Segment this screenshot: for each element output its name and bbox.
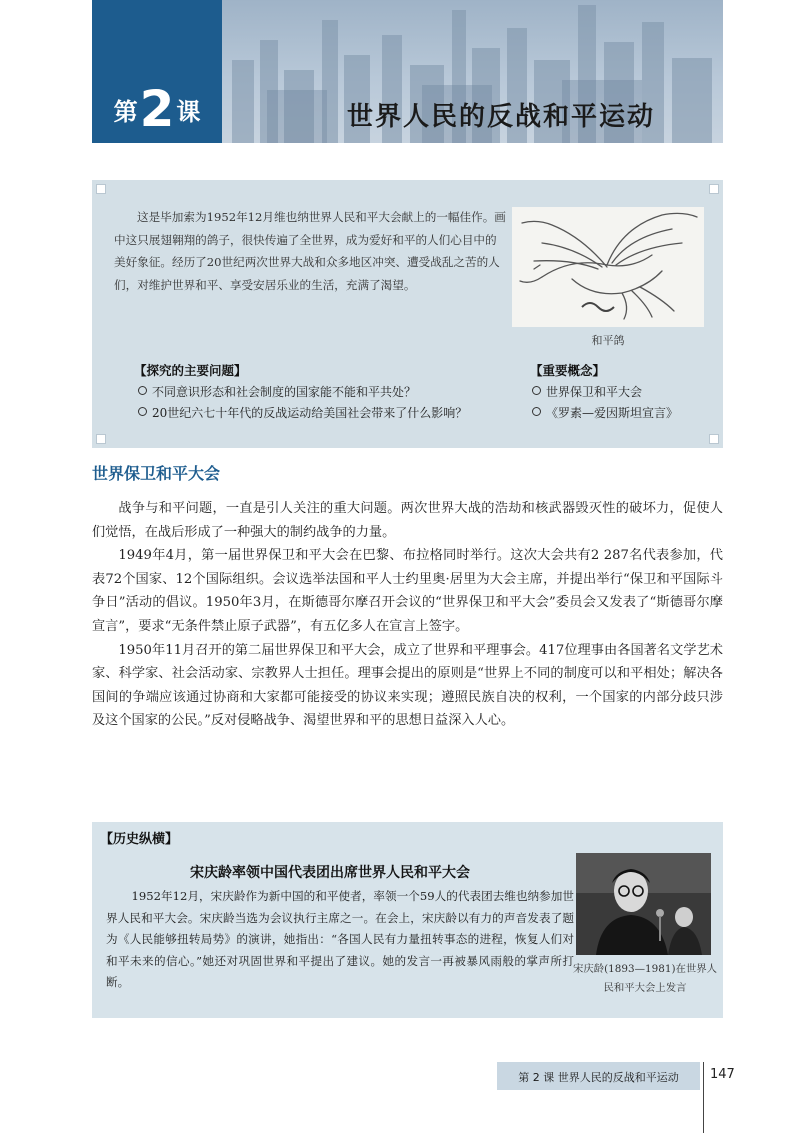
circle-bullet-icon (138, 407, 147, 416)
questions-heading: 【探究的主要问题】 (134, 363, 247, 378)
lesson-suffix: 课 (176, 98, 201, 126)
history-box-text: 1952年12月，宋庆龄作为新中国的和平使者，率领一个59人的代表团去维也纳参加世界人民和平大会。宋庆龄当选为会议执行主席之一。在会上，宋庆龄以有力的声音发表了题为《人民能够扭转局势》的演讲，她指出：“各国人民有力量扭转事态的进程，恢复人们对和平未来的信心。”她还对巩固世界和平提出了建议。她的发言一再被暴风雨般的掌声所打断。 (106, 889, 574, 989)
history-box-label: 【历史纵横】 (100, 832, 179, 847)
running-footer (497, 1062, 700, 1090)
page-number: 147 (710, 1067, 735, 1082)
concepts-heading: 【重要概念】 (530, 363, 606, 378)
peace-dove-image (512, 207, 704, 327)
body-paragraph: 1949年4月，第一届世界保卫和平大会在巴黎、布拉格同时举行。这次大会共有2 287名代表参加，代表72个国家、12个国际组织。会议选举法国和平人士约里奥·居里为大会主席，并提出举行“保卫和平国际斗争日”活动的倡议。1950年3月，在斯德哥尔摩召开会议的“世界保卫和平大会”委员会又发表了“斯德哥尔摩宣言”，要求“无条件禁止原子武器”，有五亿多人在宣言上签字。 (92, 548, 723, 634)
history-box (92, 822, 723, 1018)
corner-mark (709, 434, 719, 444)
corner-mark (709, 184, 719, 194)
running-title: 第 2 课 世界人民的反战和平运动 (518, 1071, 679, 1084)
body-paragraph: 战争与和平问题，一直是引人关注的重大问题。两次世界大战的浩劫和核武器毁灭性的破坏力，促使人们觉悟，在战后形成了一种强大的制约战争的力量。 (92, 501, 723, 540)
circle-bullet-icon (532, 386, 541, 395)
circle-bullet-icon (532, 407, 541, 416)
lesson-prefix: 第 (113, 98, 138, 126)
concepts-list (532, 382, 678, 424)
lesson-title: 世界人民的反战和平运动 (347, 102, 656, 132)
circle-bullet-icon (138, 386, 147, 395)
corner-mark (96, 184, 106, 194)
song-qingling-photo (576, 853, 711, 955)
corner-mark (96, 434, 106, 444)
lesson-number (92, 80, 222, 138)
lesson-number-box (92, 0, 222, 143)
list-item: 不同意识形态和社会制度的国家能不能和平共处？ (138, 382, 467, 403)
section-title: 世界保卫和平大会 (92, 464, 221, 483)
intro-box (92, 180, 723, 448)
list-item: 20世纪六七十年代的反战运动给美国社会带来了什么影响？ (138, 403, 467, 424)
questions-list (138, 382, 467, 424)
history-box-title: 宋庆龄率领中国代表团出席世界人民和平大会 (190, 865, 470, 881)
list-item: 世界保卫和平大会 (532, 382, 678, 403)
list-item: 《罗素—爱因斯坦宣言》 (532, 403, 678, 424)
photo-caption: 宋庆龄(1893—1981)在世界人民和平大会上发言 (572, 963, 718, 994)
body-paragraph: 1950年11月召开的第二届世界保卫和平大会，成立了世界和平理事会。417位理事由各国著名文学艺术家、科学家、社会活动家、宗教界人士担任。理事会提出的原则是“世界上不同的制度可以和平相处；解决各国间的争端应该通过协商和大家都可能接受的协议来实现；遵照民族自决的权利，一个国家的内部分歧只涉及这个国家的公民。”反对侵略战争、渴望世界和平的思想日益深入人心。 (92, 642, 723, 729)
intro-text: 这是毕加索为1952年12月维也纳世界人民和平大会献上的一幅佳作。画中这只展翅翱翔的鸽子，很快传遍了全世界，成为爱好和平的人们心目中的美好象征。经历了20世纪两次世界大战和众多地区冲突、遭受战乱之苦的人们，对维护世界和平、享受安居乐业的生活，充满了渴望。 (114, 210, 506, 292)
peace-dove-caption: 和平鸽 (591, 334, 625, 347)
footer-divider (703, 1062, 704, 1133)
lesson-number-digit: 2 (139, 80, 175, 138)
lesson-header (92, 0, 723, 143)
section-body (92, 497, 723, 733)
